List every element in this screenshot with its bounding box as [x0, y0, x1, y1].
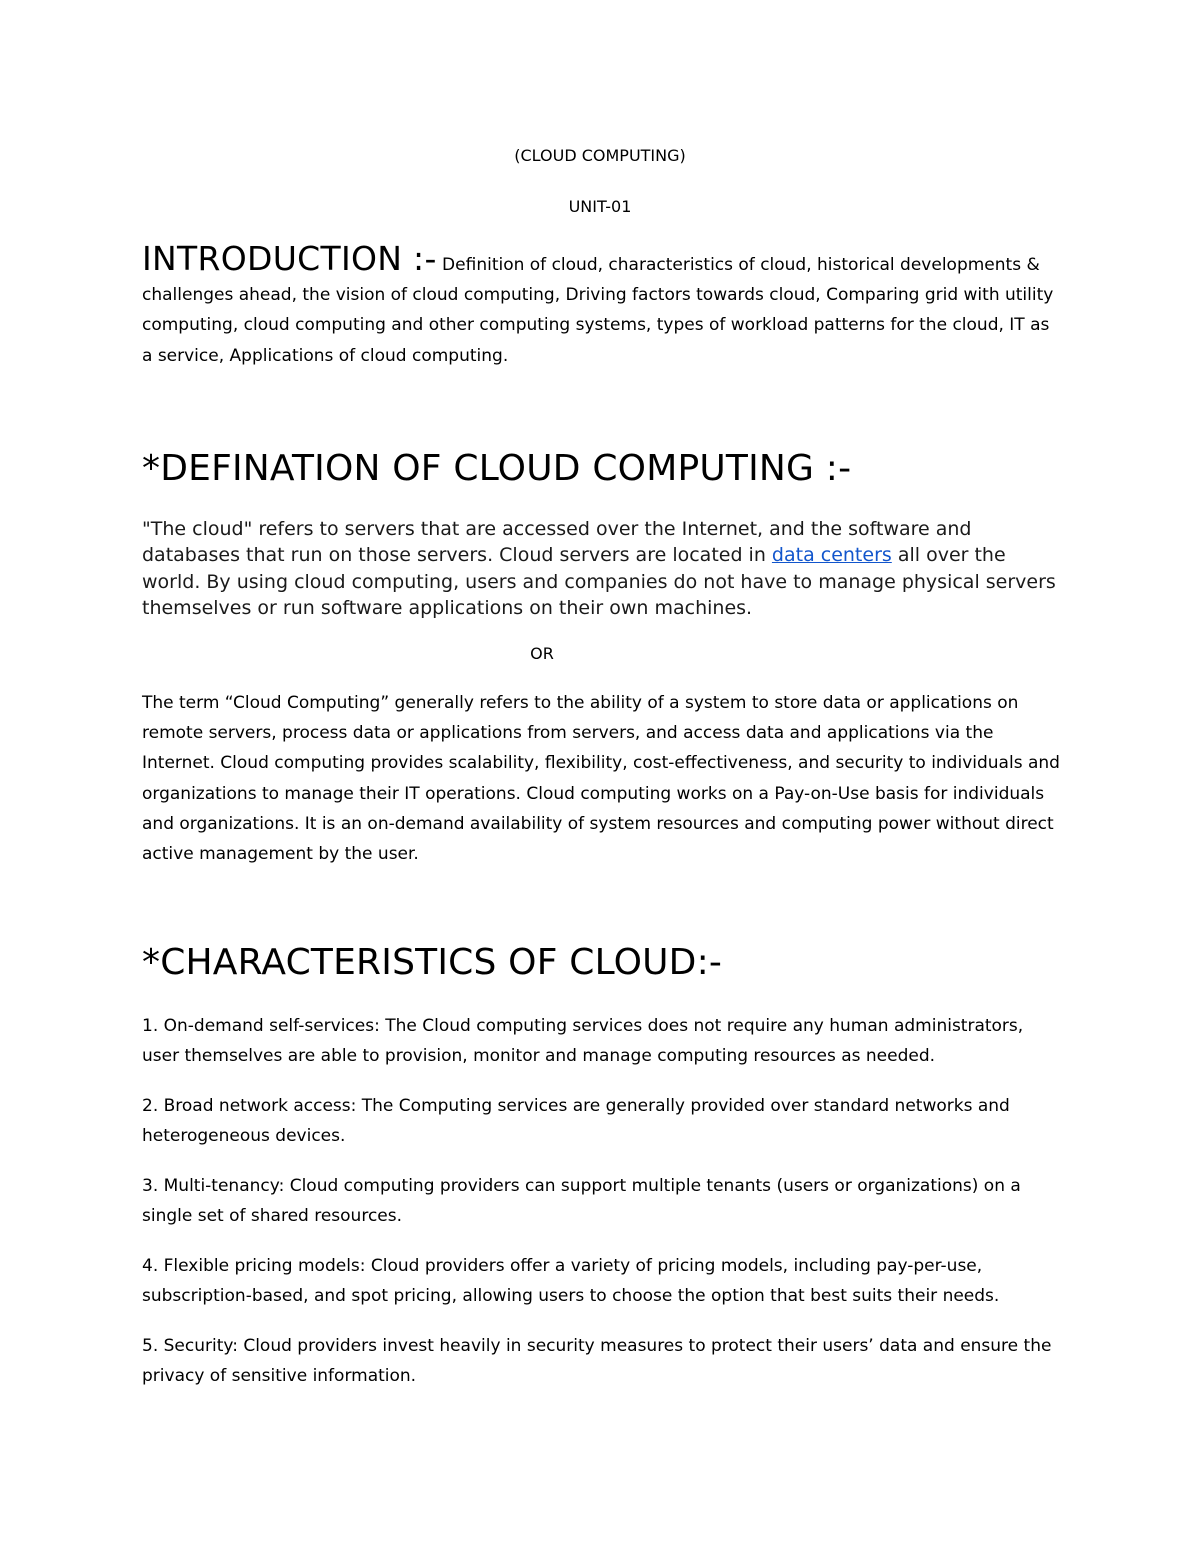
introduction-label: INTRODUCTION :- [142, 239, 437, 278]
definition-quote-text-start: "The cloud" refers to servers that are accessed over the Internet, and the software and databases that run on those servers. Cloud servers are located in [142, 518, 972, 567]
data-centers-link[interactable]: data centers [771, 544, 892, 567]
characteristic-item-1: 1. On-demand self-services: The Cloud computing services does not require any human administrators, user themselves are able to provision, monitor and manage computing resources as needed. [142, 1016, 1024, 1067]
characteristic-item-5: 5. Security: Cloud providers invest heavily in security measures to protect their users’ data and ensure the privacy of sensitive information. [142, 1336, 1052, 1387]
introduction-paragraph [142, 239, 1062, 371]
characteristic-item-4: 4. Flexible pricing models: Cloud providers offer a variety of pricing models, including pay-per-use, subscription-based, and spot pricing, allowing users to choose the option that best suits their needs. [142, 1256, 1000, 1307]
characteristics-heading: *CHARACTERISTICS OF CLOUD:- [142, 942, 723, 983]
definition-quote [142, 516, 1062, 621]
characteristic-item-2: 2. Broad network access: The Computing services are generally provided over standard networks and heterogeneous devices. [142, 1096, 1010, 1147]
definition-paragraph: The term “Cloud Computing” generally refers to the ability of a system to store data or applications on remote servers, process data or applications from servers, and access data and applications via the Internet. Cloud computing provides scalability, flexibility, cost-effectiveness, and security to individuals and organizations to manage their IT operations. Cloud computing works on a Pay-on-Use basis for individuals and organizations. It is an on-demand availability of system resources and computing power without direct active management by the user. [142, 693, 1060, 865]
characteristic-item-3: 3. Multi-tenancy: Cloud computing providers can support multiple tenants (users or organizations) on a single set of shared resources. [142, 1176, 1021, 1227]
unit-label: UNIT-01 [568, 197, 632, 216]
or-separator: OR [530, 644, 554, 663]
introduction-text: Definition of cloud, characteristics of cloud, historical developments & challenges ahead, the vision of cloud computing, Driving factors towards cloud, Comparing grid with utility computing, cloud computing and other computing systems, types of workload patterns for the cloud, IT as a service, Applications of cloud computing. [142, 255, 1054, 366]
definition-quote-text-end: all over the world. By using cloud computing, users and companies do not have to manage physical servers themselves or run software applications on their own machines. [142, 544, 1056, 619]
definition-heading: *DEFINATION OF CLOUD COMPUTING :- [142, 448, 852, 489]
document-title: (CLOUD COMPUTING) [514, 146, 686, 165]
